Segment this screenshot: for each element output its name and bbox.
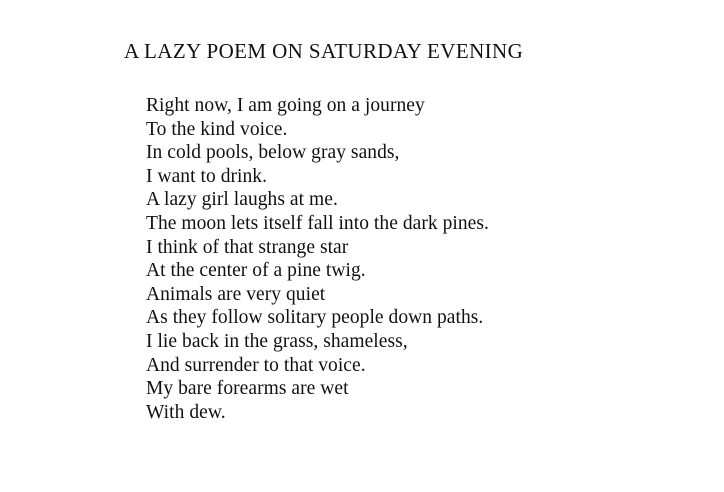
poem-line: In cold pools, below gray sands, [146, 142, 400, 164]
poem-line: And surrender to that voice. [146, 354, 366, 376]
poem-line: My bare forearms are wet [146, 378, 349, 400]
poem-line: At the center of a pine twig. [146, 260, 366, 282]
poem-line: As they follow solitary people down paths. [146, 307, 484, 329]
poem-line: A lazy girl laughs at me. [146, 189, 338, 211]
poem-line: To the kind voice. [146, 118, 288, 140]
poem-line: I want to drink. [146, 165, 268, 187]
poem-line: The moon lets itself fall into the dark pines. [146, 212, 489, 234]
poem-title: A LAZY POEM ON SATURDAY EVENING [124, 39, 524, 63]
poem-line: Right now, I am going on a journey [146, 95, 425, 116]
poem-line: With dew. [146, 401, 226, 423]
poem-line: I think of that strange star [146, 236, 349, 258]
poem-line: I lie back in the grass, shameless, [146, 330, 408, 352]
poem-line: Animals are very quiet [146, 283, 326, 305]
poem-body [146, 94, 489, 424]
